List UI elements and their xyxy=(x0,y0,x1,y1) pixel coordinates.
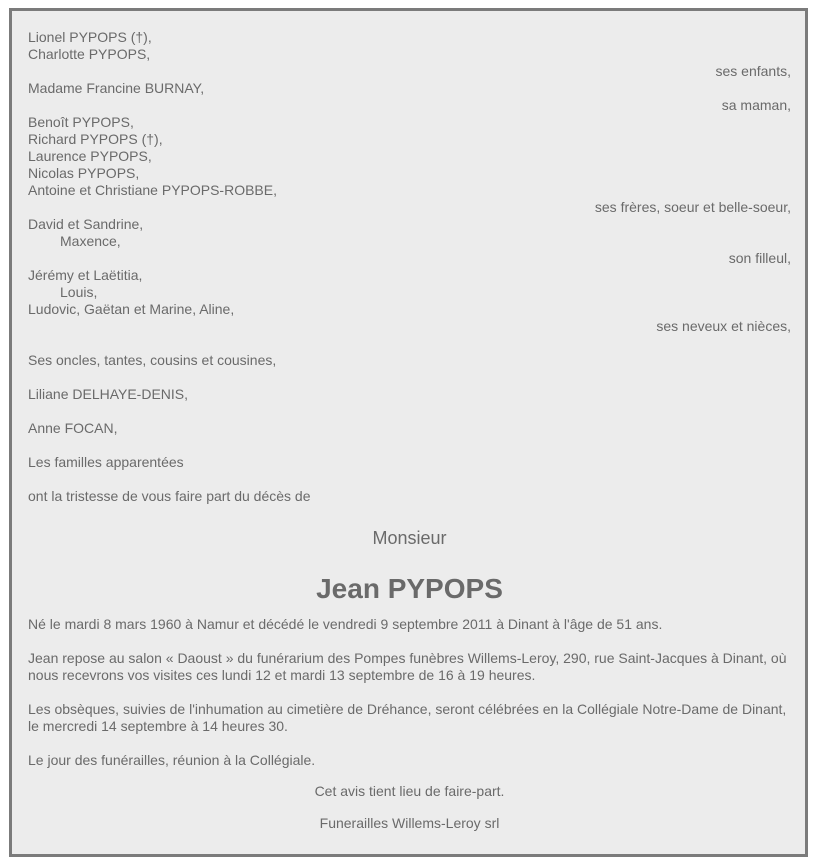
mourner-line: Ses oncles, tantes, cousins et cousines, xyxy=(28,352,277,368)
relation-label: ses frères, soeur et belle-soeur, xyxy=(594,199,791,215)
mourner-line: Richard PYPOPS (†), xyxy=(28,131,163,147)
relation-label: son filleul, xyxy=(728,250,791,266)
notice-content xyxy=(28,29,791,832)
relation-label: ses enfants, xyxy=(715,63,791,79)
mourner-line: Madame Francine BURNAY, xyxy=(28,80,205,96)
meeting-paragraph: Le jour des funérailles, réunion à la Collégiale. xyxy=(28,752,316,768)
visitation-paragraph: Jean repose au salon « Daoust » du funérarium des Pompes funèbres Willems-Leroy, 290, rue Saint-Jacques à Dinant, où nous recevrons vos visites ces lundi 12 et mardi 13 septembre de 16 à 19 heures. xyxy=(28,650,787,683)
mourner-line: Maxence, xyxy=(60,233,121,249)
mourner-line: Charlotte PYPOPS, xyxy=(28,46,151,62)
mourner-line: Louis, xyxy=(60,284,98,300)
mourner-line: Antoine et Christiane PYPOPS-ROBBE, xyxy=(28,182,277,198)
birth-death-paragraph: Né le mardi 8 mars 1960 à Namur et décédé le vendredi 9 septembre 2011 à Dinant à l'âge de 51 ans. xyxy=(28,616,663,632)
mourner-line: Laurence PYPOPS, xyxy=(28,148,152,164)
relation-label: sa maman, xyxy=(721,97,791,113)
mourner-line: Nicolas PYPOPS, xyxy=(28,165,140,181)
deceased-name: Jean PYPOPS xyxy=(316,573,503,604)
mourner-line: Les familles apparentées xyxy=(28,454,184,470)
notice-footer-note: Cet avis tient lieu de faire-part. xyxy=(314,783,505,799)
deceased-title: Monsieur xyxy=(372,528,447,548)
funeral-home-name: Funerailles Willems-Leroy srl xyxy=(319,815,500,831)
mourner-line: David et Sandrine, xyxy=(28,216,144,232)
mourner-line: Anne FOCAN, xyxy=(28,420,118,436)
mourner-line: Jérémy et Laëtitia, xyxy=(28,267,143,283)
mourner-line: Ludovic, Gaëtan et Marine, Aline, xyxy=(28,301,235,317)
mourner-line: Lionel PYPOPS (†), xyxy=(28,29,152,45)
obituary-notice xyxy=(9,8,808,857)
relation-label: ses neveux et nièces, xyxy=(656,318,791,334)
announcement-line: ont la tristesse de vous faire part du décès de xyxy=(28,488,311,504)
mourner-line: Liliane DELHAYE-DENIS, xyxy=(28,386,189,402)
funeral-paragraph: Les obsèques, suivies de l'inhumation au cimetière de Dréhance, seront célébrées en la Collégiale Notre-Dame de Dinant, le mercredi 14 septembre à 14 heures 30. xyxy=(28,701,787,734)
mourner-line: Benoît PYPOPS, xyxy=(28,114,134,130)
